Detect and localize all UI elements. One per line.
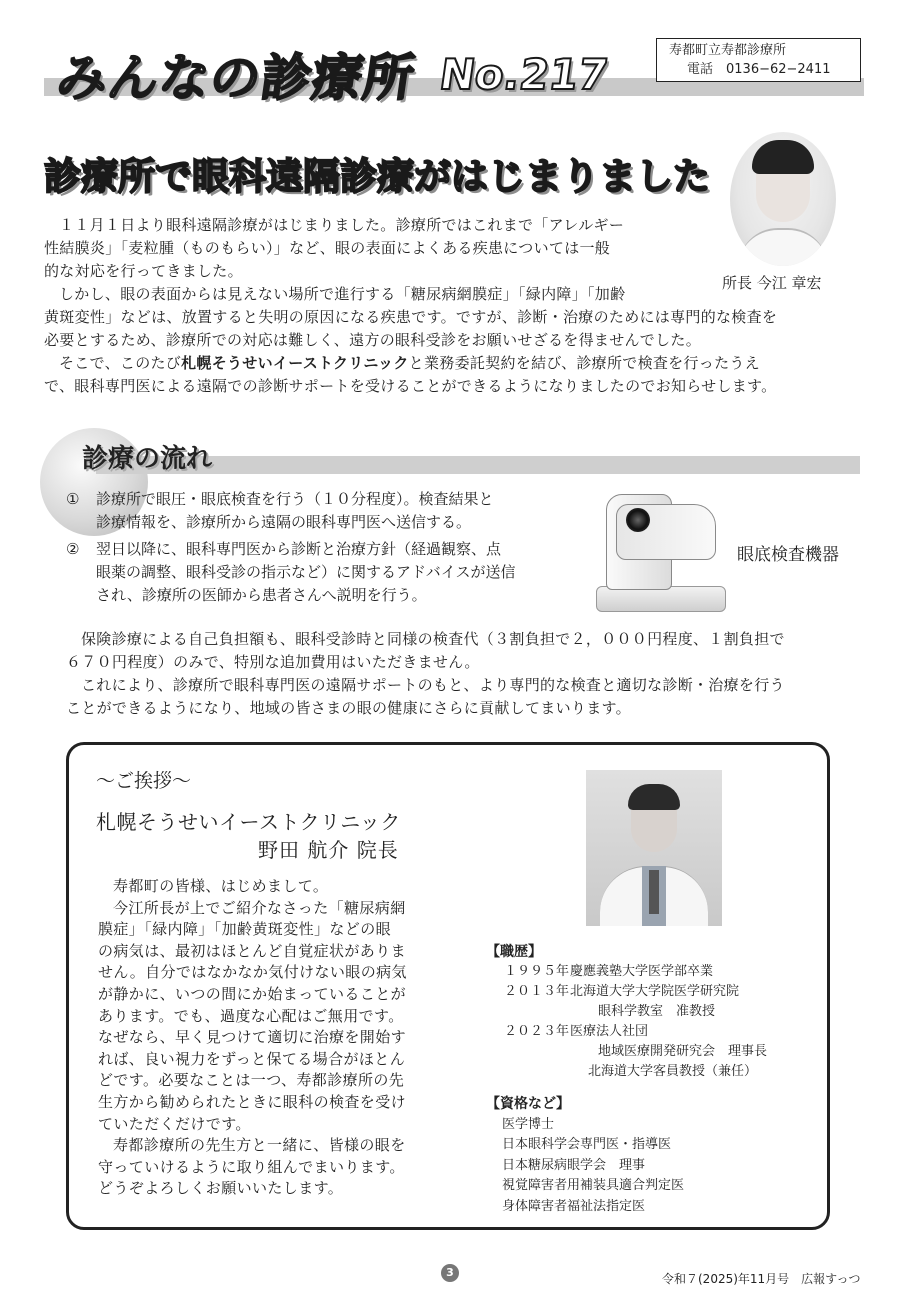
greeting-director-photo: [586, 770, 722, 926]
quals-label: 【資格など】: [486, 1096, 570, 1112]
cost-line: 保険診療による自己負担額も、眼科受診時と同様の検査代（３割負担で２，０００円程度、１割負担で: [81, 630, 785, 648]
para3-post: と業務委託契約を結び、診療所で検査を行ったうえ: [408, 354, 760, 372]
greeting-line: どうぞよろしくお願いいたします。: [98, 1179, 344, 1198]
director-caption: 所長 今江 章宏: [722, 274, 822, 292]
greeting-line: 守っていけるように取り組んでまいります。: [98, 1157, 405, 1176]
greeting-line: 膜症」「緑内障」「加齢黄斑変性」などの眼: [98, 920, 392, 939]
footer-issue-text: 令和７(2025)年11月号 広報すっつ: [662, 1272, 861, 1286]
career-sub: 地域医療開発研究会 理事長: [598, 1044, 768, 1059]
step-line: 診療情報を、診療所から遠隔の眼科専門医へ送信する。: [96, 513, 472, 531]
body-line: [44, 352, 856, 375]
career-year: １９９５年: [504, 964, 570, 979]
greeting-line: せん。自分ではなかなか気付けない眼の病気: [98, 963, 407, 982]
body-line: で、眼科専門医による遠隔での診断サポートを受けることができるようになりましたのでお知らせします。: [44, 377, 777, 395]
step-line: され、診療所の医師から患者さんへ説明を行う。: [96, 586, 427, 604]
qual-item: 日本糖尿病眼学会 理事: [502, 1157, 646, 1173]
career-section: [486, 942, 816, 1082]
step-line: 眼薬の調整、眼科受診の指示など）に関するアドバイスが送信: [96, 563, 516, 581]
cost-line: ６７０円程度）のみで、特別な追加費用はいただきません。: [66, 653, 480, 671]
director-photo: [730, 132, 836, 266]
body-paragraph: [44, 283, 856, 398]
cost-paragraph: [66, 628, 856, 720]
greeting-director-name: 野田 航介 院長: [258, 838, 399, 862]
career-year: ２０１３年: [504, 984, 570, 999]
greeting-line: 生方から勧められたときに眼科の検査を受け: [98, 1092, 407, 1111]
greeting-clinic-name: 札幌そうせいイーストクリニック: [96, 810, 401, 834]
career-sub: 北海道大学客員教授（兼任）: [588, 1064, 758, 1079]
intro-line: 的な対応を行ってきました。: [44, 262, 243, 280]
qual-item: 日本眼科学会専門医・指導医: [502, 1137, 672, 1152]
career-org: 北海道大学大学院医学研究院: [570, 984, 740, 999]
fundus-camera-image: [596, 488, 726, 616]
partner-clinic-name: 札幌そうせいイーストクリニック: [181, 354, 409, 372]
flow-step: [66, 488, 556, 534]
career-sub: 眼科学教室 准教授: [598, 1004, 716, 1019]
page-number: 3: [441, 1264, 459, 1282]
career-year: ２０２３年: [504, 1024, 570, 1039]
greeting-line: なぜなら、早く見つけて適切に治療を開始す: [98, 1028, 407, 1047]
greeting-line: あります。でも、過度な心配はご無用です。: [98, 1006, 404, 1025]
greeting-line: 寿都診療所の先生方と一緒に、皆様の眼を: [113, 1136, 406, 1155]
qual-item: 身体障害者福祉法指定医: [502, 1198, 646, 1214]
greeting-line: どです。必要なことは一つ、寿都診療所の先: [98, 1071, 405, 1090]
step-number: ①: [66, 490, 80, 508]
cost-line: ことができるようになり、地域の皆さまの眼の健康にさらに貢献してまいります。: [66, 699, 631, 717]
intro-line: 性結膜炎」「麦粒腫（ものもらい）」など、眼の表面によくある疾患については一般: [44, 239, 611, 257]
career-label: 【職歴】: [486, 944, 542, 960]
greeting-body: [98, 876, 443, 1200]
qual-item: 医学博士: [502, 1116, 555, 1132]
intro-line: １１月１日より眼科遠隔診療がはじまりました。診療所ではこれまで「アレルギー: [59, 216, 625, 234]
issue-number: No.217: [436, 50, 612, 99]
body-line: しかし、眼の表面からは見えない場所で進行する「糖尿病網膜症」「緑内障」「加齢: [59, 285, 626, 303]
greeting-line: 今江所長が上でご紹介なさった「糖尿病網: [113, 898, 406, 917]
greeting-heading: ～ご挨拶～: [96, 770, 192, 792]
greeting-line: の病気は、最初はほとんど自覚症状がありま: [98, 941, 407, 960]
career-org: 医療法人社団: [570, 1024, 649, 1039]
device-label: 眼底検査機器: [737, 545, 839, 565]
flow-steps: [66, 488, 556, 611]
career-row: [486, 962, 816, 982]
greeting-line: ていただくだけです。: [98, 1114, 251, 1133]
step-line: 診療所で眼圧・眼底検査を行う（１０分程度）。検査結果と: [96, 490, 494, 508]
phone-number: 電話 0136−62−2411: [687, 62, 831, 77]
section-title: 診療の流れ: [82, 444, 213, 474]
para3-pre: そこで、このたび: [59, 354, 182, 372]
step-number: ②: [66, 540, 80, 558]
step-line: 翌日以降に、眼科専門医から診断と治療方針（経過観察、点: [96, 540, 502, 558]
contact-box: [656, 38, 861, 82]
qual-item: 視覚障害者用補装具適合判定医: [502, 1178, 685, 1193]
career-org: 慶應義塾大学医学部卒業: [570, 964, 714, 979]
intro-paragraph: [44, 214, 714, 283]
article-headline: 診療所で眼科遠隔診療がはじまりました: [44, 155, 710, 198]
greeting-line: が静かに、いつの間にか始まっていることが: [98, 984, 407, 1003]
body-line: 黄斑変性」などは、放置すると失明の原因になる疾患です。ですが、診断・治療のためには専門的な検査を: [44, 308, 778, 326]
clinic-name: 寿都町立寿都診療所: [669, 43, 787, 58]
career-row: [486, 982, 816, 1002]
masthead-title: みんなの診療所: [53, 49, 419, 107]
greeting-line: れば、良い視力をずっと保てる場合がほとん: [98, 1049, 406, 1068]
cost-line: これにより、診療所で眼科専門医の遠隔サポートのもと、より専門的な検査と適切な診断・治療を行う: [81, 676, 785, 694]
flow-step: [66, 538, 556, 607]
body-line: 必要とするため、診療所での対応は難しく、遠方の眼科受診をお願いせざるを得ませんでした。: [44, 331, 702, 349]
qualifications-section: [486, 1094, 816, 1217]
greeting-line: 寿都町の皆様、はじめまして。: [113, 877, 329, 895]
career-row: [486, 1022, 816, 1042]
